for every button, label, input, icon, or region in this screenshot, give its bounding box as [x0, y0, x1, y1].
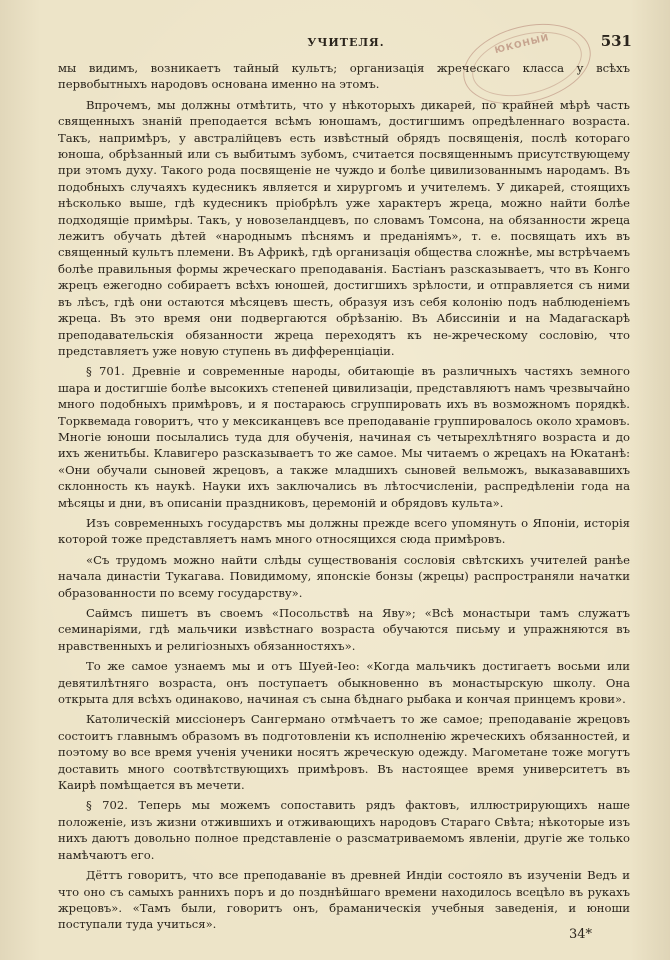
- paragraph-priests-savages: Впрочемъ, мы должны отмѣтить, что у нѣкоторыхъ дикарей, по крайней мѣрѣ часть священныхъ знаній преподается всѣмъ юношамъ, достигшимъ опредѣленнаго возраста. Такъ, напримѣръ, у австралійцевъ есть извѣстный обрядъ посвященія, послѣ котораго юноша, обрѣзанный или съ выбитымъ зубомъ, считается посвященнымъ присутствующему при этомъ духу. Такого рода посвященіе не чуждо и болѣе цивилизованнымъ народамъ. Въ подобныхъ случаяхъ кудесникъ является и хирургомъ и учителемъ. У дикарей, стоящихъ нѣсколько выше, гдѣ кудесникъ пріобрѣлъ уже характеръ жреца, можно найти болѣе подходящіе примѣры. Такъ, у новозеландцевъ, по словамъ Томсона, на обязанности жреца лежитъ обучать дѣтей «народнымъ пѣснямъ и преданіямъ», т. е. посвящать ихъ въ священный культъ племени. Въ Африкѣ, гдѣ организація общества сложнѣе, мы встрѣчаемъ болѣе правильныя формы жреческаго преподаванія. Бастіанъ разсказываетъ, что въ Конго жрецъ ежегодно собираетъ всѣхъ юношей, достигшихъ зрѣлости, и отправляется съ ними въ лѣсъ, гдѣ они остаются мѣсяцевъ шесть, образуя изъ себя колонію подъ наблюденіемъ жреца. Въ это время они подвергаются обрѣзанію. Въ Абиссиніи и на Мадагаскарѣ преподавательскія обязанности жреца переходятъ къ не-жреческому сословію, что представляетъ уже новую ступень въ дифференціаціи.: [58, 97, 630, 358]
- paragraph-japan: Изъ современныхъ государствъ мы должны прежде всего упомянуть о Японіи, исторія которой тоже представляетъ намъ много относящихся сюда примѣровъ.: [58, 515, 630, 547]
- paragraph-section-702: § 702. Теперь мы можемъ сопоставить рядъ фактовъ, иллюстрирующихъ наше положеніе, изъ жизни отжившихъ и отживающихъ народовъ Стараго Свѣта; нѣкоторые изъ нихъ даютъ довольно полное представленіе о разсматриваемомъ явленіи, другіе же только намѣчаютъ его.: [58, 798, 630, 862]
- page-number: 531: [600, 32, 632, 50]
- running-head: УЧИТЕЛЯ.: [307, 36, 385, 49]
- page-header: [60, 30, 632, 57]
- library-stamp-text: ЮКОНЫЙ: [493, 32, 551, 57]
- signature-mark: 34*: [568, 927, 592, 942]
- paragraph-japan-quote: «Съ трудомъ можно найти слѣды существованія сословія свѣтскихъ учителей ранѣе начала династіи Тукагава. Повидимому, японскіе бонзы (жрецы) распространяли начатки образованности по всему государству».: [58, 552, 630, 600]
- paragraph-section-701: § 701. Древніе и современные народы, обитающіе въ различныхъ частяхъ земного шара и достигшіе болѣе высокихъ степеней цивилизаціи, представляютъ намъ чрезвычайно много подобныхъ примѣровъ, и я постараюсь сгруппировать ихъ въ возможномъ порядкѣ. Торквемада говоритъ, что у мексиканцевъ все преподаваніе группировалось около храмовъ. Многіе юноши посылались туда для обученія, начиная съ четырехлѣтняго возраста и до ихъ женитьбы. Клавигеро разсказываетъ то же самое. Мы читаемъ о жрецахъ на Юкатанѣ: «Они обучали сыновей жрецовъ, а также младшихъ сыновей вельможъ, выказававшихъ склонность къ наукѣ. Науки ихъ заключались въ лѣтосчисленіи, распредѣленіи года на мѣсяцы и дни, въ описаніи праздниковъ, церемоній и обрядовъ культа».: [58, 364, 630, 510]
- paragraph-syms-java: Саймсъ пишетъ въ своемъ «Посольствѣ на Яву»; «Всѣ монастыри тамъ служатъ семинаріями, гдѣ мальчики извѣстнаго возраста обучаются письму и упражняются въ нравственныхъ и религіозныхъ обязанностяхъ».: [58, 606, 630, 653]
- paragraph-duff-india: Дёттъ говоритъ, что все преподаваніе въ древней Индіи состояло въ изученіи Ведъ и что оно съ самыхъ раннихъ поръ и до позднѣйшаго времени находилось всецѣло въ рукахъ жрецовъ». «Тамъ были, говоритъ онъ, браманическія учебныя заведенія, и юноши поступали туда учиться».: [58, 868, 630, 932]
- paragraph-shway-yoe: То же самое узнаемъ мы и отъ Шуей-Іео: «Когда мальчикъ достигаетъ восьми или девятилѣтняго возраста, онъ поступаетъ обыкновенно въ монастырскую школу. Она открыта для всѣхъ одинаково, начиная съ сына бѣднаго рыбака и кончая принцемъ крови».: [58, 659, 630, 707]
- paragraph-sangermano: Католическій миссіонеръ Сангермано отмѣчаетъ то же самое; преподаваніе жрецовъ состоитъ главнымъ образомъ въ подготовленіи къ исполненію жреческихъ обязанностей, и поэтому во все время ученія ученики носятъ жреческую одежду. Магометане тоже могутъ доставить много соотвѣтствующихъ примѣровъ. Въ настоящее время университетъ въ Каирѣ помѣщается въ мечети.: [58, 712, 630, 793]
- body-text: [58, 60, 630, 937]
- paragraph-continuation: мы видимъ, возникаетъ тайный культъ; организація жреческаго класса у всѣхъ первобытныхъ народовъ основана именно на этомъ.: [58, 61, 630, 92]
